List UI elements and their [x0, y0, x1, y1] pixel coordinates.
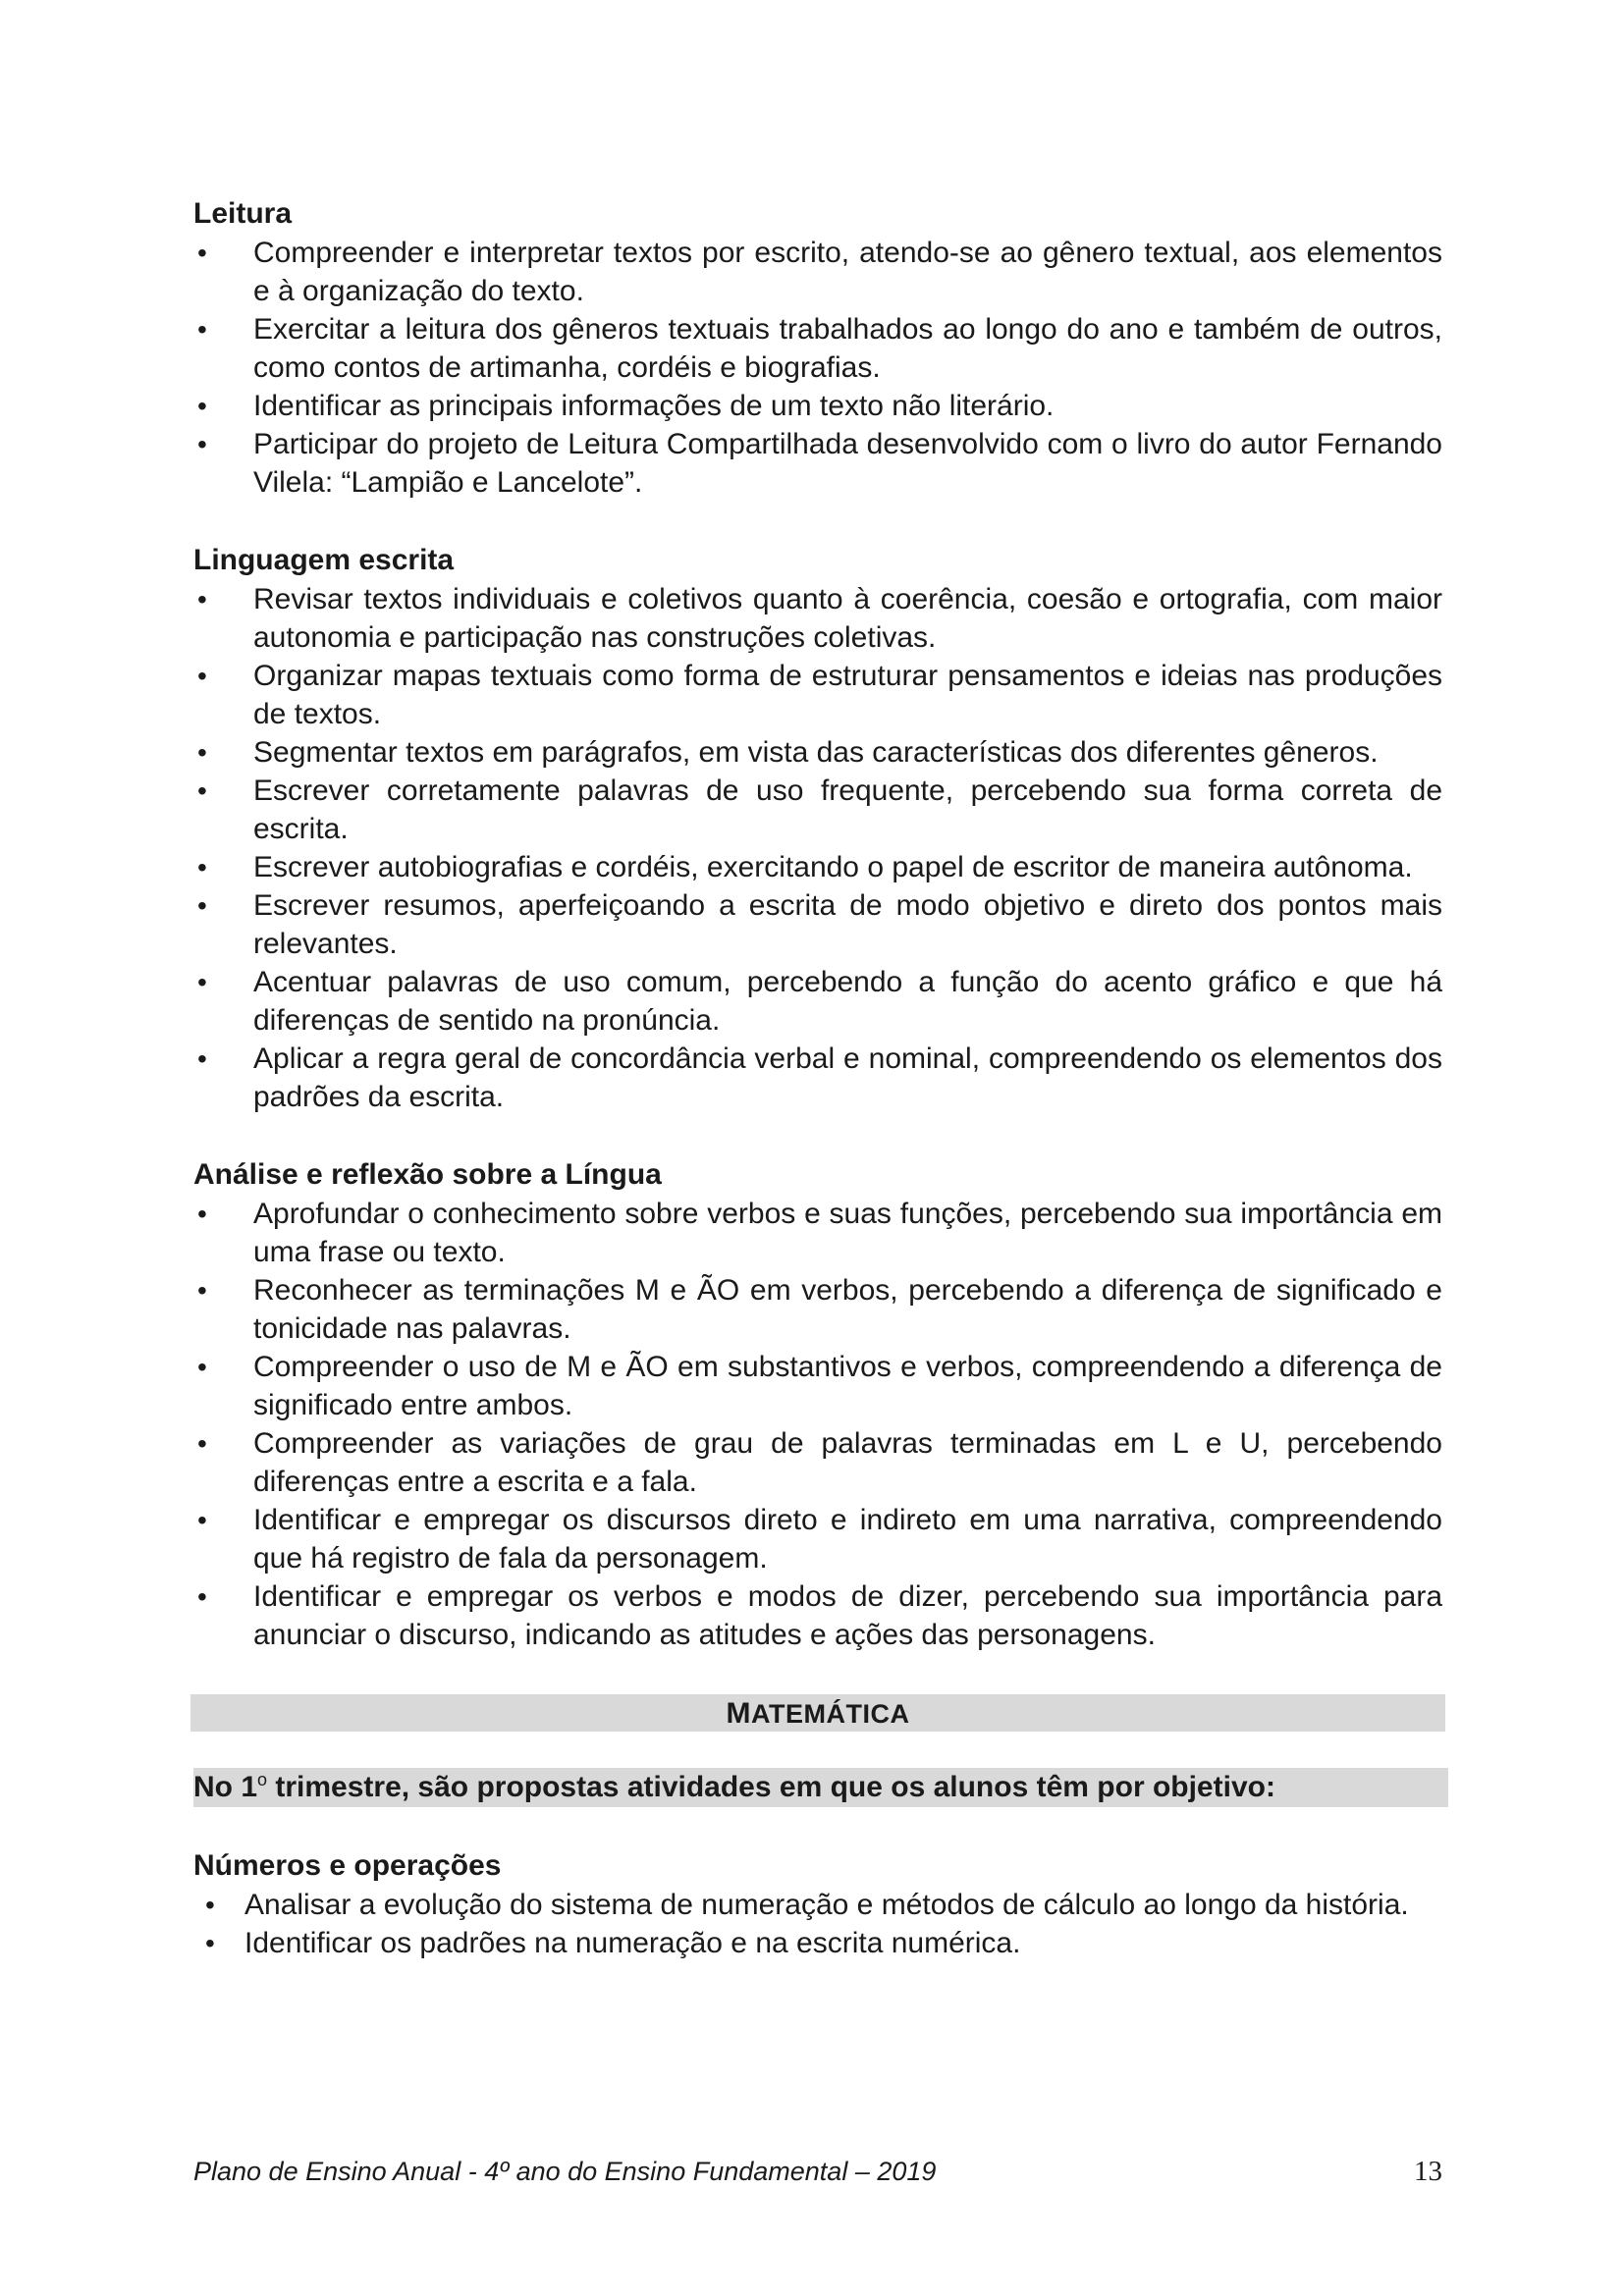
list-item: • Identificar os padrões na numeração e na escrita numérica. — [193, 1924, 1442, 1962]
bullet-list — [193, 580, 1442, 1116]
list-item: • Compreender o uso de M e ÃO em substantivos e verbos, compreendendo a diferença de significado entre ambos. — [193, 1348, 1442, 1424]
list-item: • Escrever autobiografias e cordéis, exercitando o papel de escritor de maneira autônoma. — [193, 848, 1442, 886]
footer-text: Plano de Ensino Anual - 4º ano do Ensino Fundamental – 2019 — [193, 2157, 937, 2186]
trimester-heading-end: trimestre, são propostas atividades em que os alunos têm por objetivo: — [267, 1771, 1275, 1803]
list-item: • Exercitar a leitura dos gêneros textuais trabalhados ao longo do ano e também de outros, como contos de artimanha, cordéis e biografias. — [193, 310, 1442, 387]
page-content — [193, 194, 1442, 1962]
trimester-heading-bar — [193, 1768, 1448, 1807]
list-item: • Reconhecer as terminações M e ÃO em verbos, percebendo a diferença de significado e tonicidade nas palavras. — [193, 1271, 1442, 1348]
section-analise-reflexao — [193, 1155, 1442, 1654]
list-item: • Segmentar textos em parágrafos, em vista das características dos diferentes gêneros. — [193, 733, 1442, 772]
list-item: • Organizar mapas textuais como forma de estruturar pensamentos e ideias nas produções de textos. — [193, 657, 1442, 733]
list-item: • Revisar textos individuais e coletivos quanto à coerência, coesão e ortografia, com maior autonomia e participação nas construções coletivas. — [193, 580, 1442, 657]
list-item: • Aplicar a regra geral de concordância verbal e nominal, compreendendo os elementos dos padrões da escrita. — [193, 1040, 1442, 1116]
section-leitura — [193, 194, 1442, 502]
section-title: Números e operações — [193, 1849, 502, 1882]
bullet-list — [193, 1195, 1442, 1654]
list-item: • Escrever corretamente palavras de uso frequente, percebendo sua forma correta de escrita. — [193, 772, 1442, 848]
list-item: • Identificar e empregar os verbos e modos de dizer, percebendo sua importância para anunciar o discurso, indicando as atitudes e ações das personagens. — [193, 1577, 1442, 1654]
section-linguagem-escrita — [193, 541, 1442, 1116]
section-title: Análise e reflexão sobre a Língua — [193, 1158, 662, 1191]
list-item: • Identificar e empregar os discursos direto e indireto em uma narrativa, compreendendo que há registro de fala da personagem. — [193, 1501, 1442, 1577]
list-item: • Identificar as principais informações de um texto não literário. — [193, 387, 1442, 425]
list-item: • Analisar a evolução do sistema de numeração e métodos de cálculo ao longo da história. — [193, 1886, 1442, 1924]
subject-heading-rest: ATEMÁTICA — [751, 1699, 910, 1729]
subject-heading-initial: M — [726, 1697, 751, 1730]
subject-heading-bar — [190, 1694, 1445, 1732]
list-item: • Participar do projeto de Leitura Compartilhada desenvolvido com o livro do autor Fernando Vilela: “Lampião e Lancelote”. — [193, 425, 1442, 502]
ordinal-superscript: o — [257, 1770, 268, 1789]
page-number: 13 — [1414, 2156, 1442, 2187]
section-title: Linguagem escrita — [193, 544, 455, 576]
section-title: Leitura — [193, 197, 293, 230]
list-item: • Escrever resumos, aperfeiçoando a escrita de modo objetivo e direto dos pontos mais relevantes. — [193, 886, 1442, 963]
page-footer — [193, 2154, 1442, 2189]
bullet-list — [193, 1886, 1442, 1962]
section-numeros-operacoes — [193, 1846, 1442, 1962]
list-item: • Aprofundar o conhecimento sobre verbos e suas funções, percebendo sua importância em uma frase ou texto. — [193, 1195, 1442, 1271]
list-item: • Acentuar palavras de uso comum, percebendo a função do acento gráfico e que há diferenças de sentido na pronúncia. — [193, 963, 1442, 1040]
list-item: • Compreender as variações de grau de palavras terminadas em L e U, percebendo diferenças entre a escrita e a fala. — [193, 1424, 1442, 1501]
bullet-list — [193, 234, 1442, 502]
list-item: • Compreender e interpretar textos por escrito, atendo-se ao gênero textual, aos elementos e à organização do texto. — [193, 234, 1442, 310]
trimester-heading-start: No 1 — [193, 1771, 258, 1803]
